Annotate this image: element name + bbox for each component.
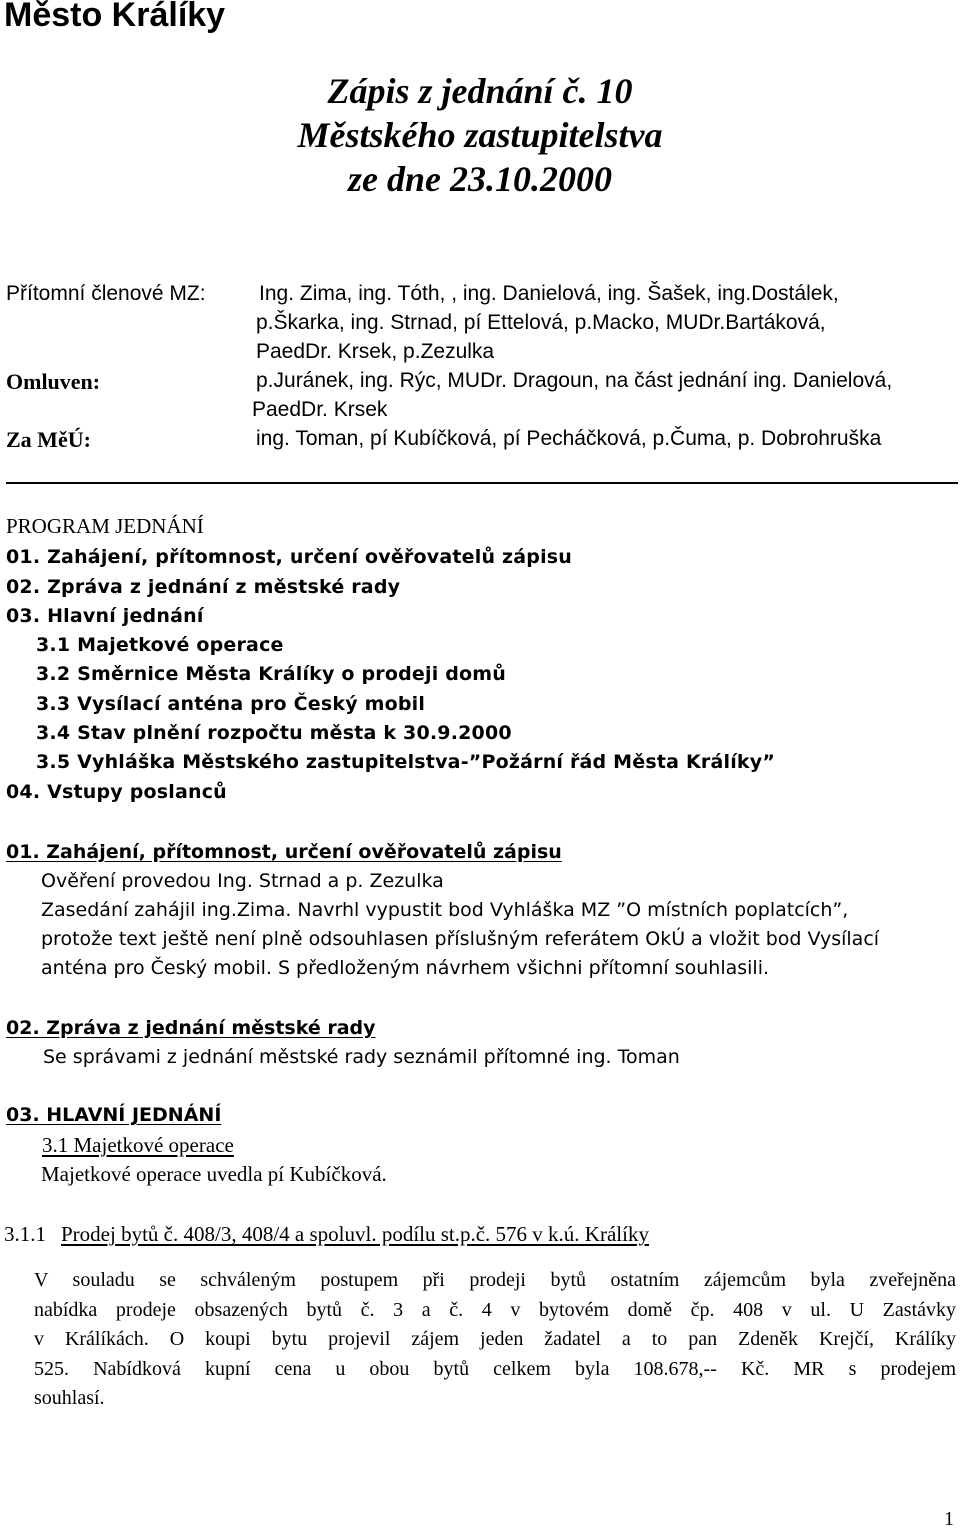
item-3-1-1-paragraph [34,1266,956,1414]
section-01-line-1: Zasedání zahájil ing.Zima. Navrhl vypustit bod Vyhláška MZ ”O místních poplatcích”, [41,899,849,921]
program-item-02: 02. Zpráva z jednání z městské rady [6,576,401,598]
program-subitem-3-3: 3.3 Vysílací anténa pro Český mobil [36,693,426,715]
section-02-text: Se správami z jednání městské rady seznámil přítomné ing. Toman [43,1046,680,1068]
excused-line-1: p.Juránek, ing. Rýc, MUDr. Dragoun, na část jednání ing. Danielová, [256,369,893,392]
excused-label: Omluven: [6,369,101,394]
paragraph-line: souhlasí. [34,1387,105,1409]
program-item-04: 04. Vstupy poslanců [6,781,227,803]
horizontal-divider [6,482,958,484]
item-3-1-1-number: 3.1.1 [4,1222,46,1246]
office-line: ing. Toman, pí Kubíčková, pí Pecháčková, p.Čuma, p. Dobrohruška [256,427,882,450]
section-03-1-text: Majetkové operace uvedla pí Kubíčková. [41,1162,387,1186]
excused-line-2: PaedDr. Krsek [252,398,388,421]
document-title-line-2: Městského zastupitelstva [297,115,663,155]
section-03-1-heading: 3.1 Majetkové operace [42,1133,234,1157]
paragraph-line: v Králíkách. O koupi bytu projevil zájem jeden žadatel a to pan Zdeněk Krejčí, Králíky [34,1328,956,1350]
paragraph-line: nabídka prodeje obsazených bytů č. 3 a č. 4 v bytovém domě čp. 408 v ul. U Zastávky [34,1298,956,1321]
program-item-01: 01. Zahájení, přítomnost, určení ověřovatelů zápisu [6,546,573,568]
present-line-2: p.Škarka, ing. Strnad, pí Ettelová, p.Macko, MUDr.Bartáková, [256,311,826,334]
section-01-verification: Ověření provedou Ing. Strnad a p. Zezulka [41,870,444,892]
section-01-line-2: protože text ještě není plně odsouhlasen příslušným referátem OkÚ a vložit bod Vysílací [41,928,880,950]
section-02-heading: 02. Zpráva z jednání městské rady [6,1017,376,1039]
program-subitem-3-1: 3.1 Majetkové operace [36,634,284,656]
page-number: 1 [944,1508,954,1530]
program-subitem-3-5: 3.5 Vyhláška Městského zastupitelstva-”Požární řád Města Králíky” [36,751,776,773]
program-heading: PROGRAM JEDNÁNÍ [6,514,204,538]
paragraph-line: V souladu se schváleným postupem při prodeji bytů ostatním zájemcům byla zveřejněna [34,1269,956,1291]
item-3-1-1-title: Prodej bytů č. 408/3, 408/4 a spoluvl. podílu st.p.č. 576 v k.ú. Králíky [61,1222,649,1246]
document-title-line-3: ze dne 23.10.2000 [348,159,612,199]
paragraph-line: 525. Nabídková kupní cena u obou bytů celkem byla 108.678,-- Kč. MR s prodejem [34,1357,956,1380]
section-01-heading: 01. Zahájení, přítomnost, určení ověřovatelů zápisu [6,841,562,863]
present-line-3: PaedDr. Krsek, p.Zezulka [256,340,495,363]
present-line-1: Ing. Zima, ing. Tóth, , ing. Danielová, ing. Šašek, ing.Dostálek, [259,282,839,305]
office-label: Za MěÚ: [6,427,91,452]
document-title-line-1: Zápis z jednání č. 10 [327,71,633,111]
section-01-line-3: anténa pro Český mobil. S předloženým návrhem všichni přítomní souhlasili. [41,957,770,979]
program-item-03: 03. Hlavní jednání [6,605,204,627]
section-03-heading: 03. HLAVNÍ JEDNÁNÍ [6,1104,222,1126]
document-city-heading: Město Králíky [4,0,226,34]
program-subitem-3-4: 3.4 Stav plnění rozpočtu města k 30.9.2000 [36,722,512,744]
present-label: Přítomní členové MZ: [6,282,206,305]
program-subitem-3-2: 3.2 Směrnice Města Králíky o prodeji domů [36,663,507,685]
